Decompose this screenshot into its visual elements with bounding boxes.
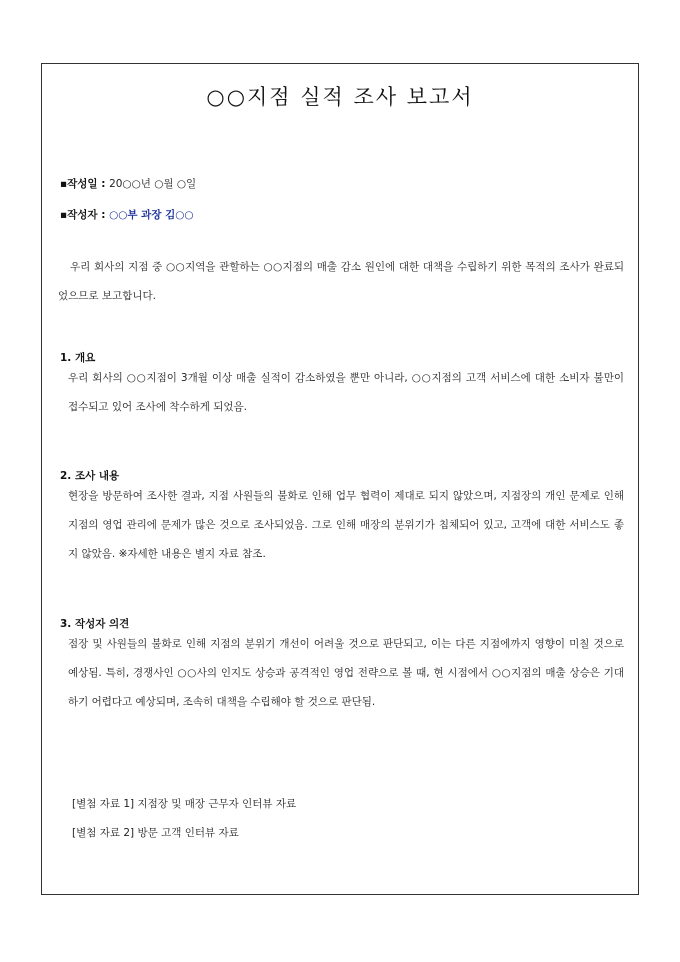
section-body-overview: 우리 회사의 ○○지점이 3개월 이상 매출 실적이 감소하였을 뿐만 아니라, ○○지점의 고객 서비스에 대한 소비자 불만이 접수되고 있어 조사에 착수하게 되었음. [68, 372, 624, 413]
date-value: 20○○년 ○월 ○일 [109, 178, 197, 190]
section-heading-investigation: 2. 조사 내용 [60, 470, 120, 482]
attachment-2: [별첨 자료 2] 방문 고객 인터뷰 자료 [72, 827, 239, 839]
author-value: ○○부 과장 김○○ [109, 209, 194, 221]
section-heading-opinion: 3. 작성자 의견 [60, 618, 130, 630]
author-label: ▪작성자 : [60, 209, 106, 221]
section-body-opinion: 점장 및 사원들의 불화로 인해 지점의 분위기 개선이 어려울 것으로 판단되고, 이는 다른 지점에까지 영향이 미칠 것으로 예상됨. 특히, 경쟁사인 ○○사의 인지도 상승과 공격적인 영업 전략으로 볼 때, 현 시점에서 ○○지점의 매출 상승은 기대하기 어렵다고 예상되며, 조속히 대책을 수립해야 할 것으로 판단됨. [68, 638, 624, 708]
section-heading-overview: 1. 개요 [60, 352, 96, 364]
date-label: ▪작성일 : [60, 178, 106, 190]
author-line [60, 207, 194, 222]
attachment-1: [별첨 자료 1] 지점장 및 매장 근무자 인터뷰 자료 [72, 798, 297, 810]
report-page [41, 63, 639, 895]
date-line [60, 176, 196, 191]
report-title: ○○지점 실적 조사 보고서 [206, 85, 474, 109]
intro-paragraph: 우리 회사의 지점 중 ○○지역을 관할하는 ○○지점의 매출 감소 원인에 대한 대책을 수립하기 위한 목적의 조사가 완료되었으므로 보고합니다. [58, 261, 624, 302]
section-body-investigation: 현장을 방문하여 조사한 결과, 지점 사원들의 불화로 인해 업무 협력이 제대로 되지 않았으며, 지점장의 개인 문제로 인해 지점의 영업 관리에 문제가 많은 것으로 조사되었음. 그로 인해 매장의 분위기가 침체되어 있고, 고객에 대한 서비스도 좋지 않았음. ※자세한 내용은 별지 자료 참조. [68, 490, 624, 560]
